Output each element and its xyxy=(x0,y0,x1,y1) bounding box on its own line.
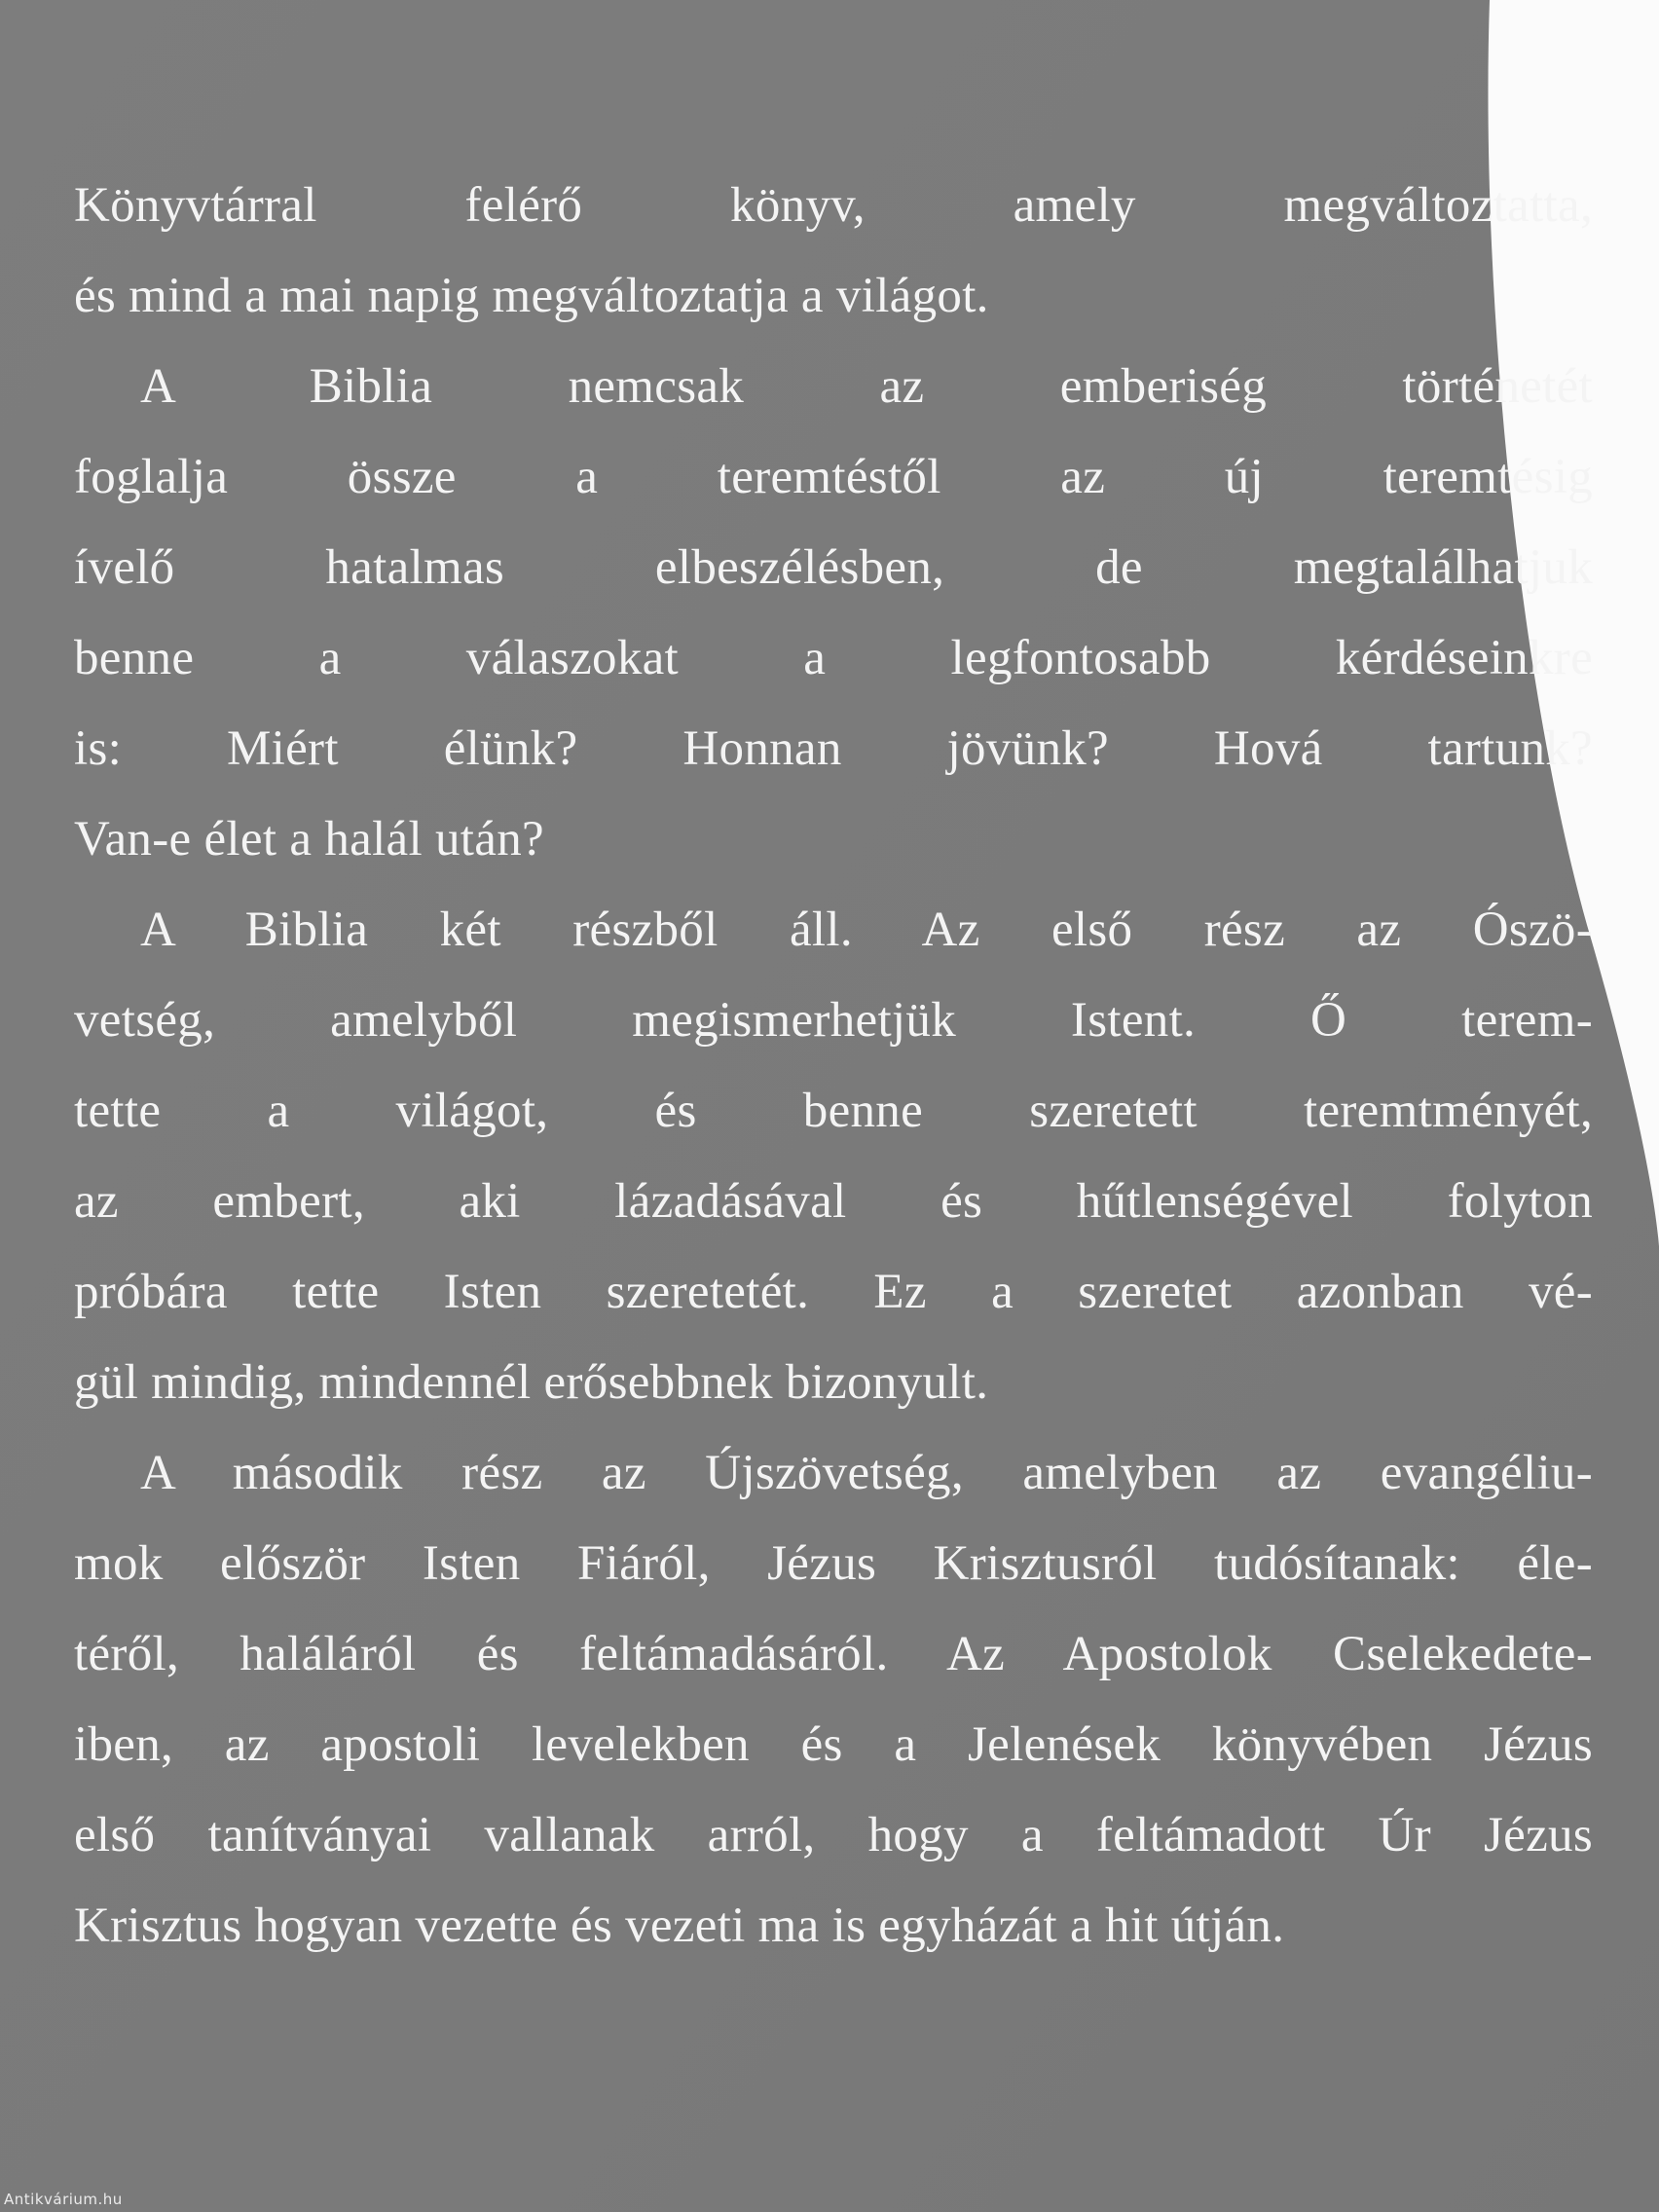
text-line: első tanítványai vallanak arról, hogy a feltámadott Úr Jézus xyxy=(74,1808,1593,1862)
text-line: tette a világot, és benne szeretett teremtményét, xyxy=(74,1084,1593,1138)
text-line: próbára tette Isten szeretetét. Ez a szeretet azonban vé- xyxy=(74,1265,1593,1319)
text-line: téről, haláláról és feltámadásáról. Az Apostolok Cselekedete- xyxy=(74,1627,1593,1681)
text-line: Krisztus hogyan vezette és vezeti ma is egyházát a hit útján. xyxy=(74,1899,1285,1953)
text-line: Könyvtárral felérő könyv, amely megváltoztatta, xyxy=(74,178,1593,233)
text-line: foglalja össze a teremtéstől az új teremtésig xyxy=(74,450,1593,504)
text-line: is: Miért élünk? Honnan jövünk? Hová tartunk? xyxy=(74,721,1593,776)
paragraph xyxy=(74,1428,1593,1972)
paragraph xyxy=(74,885,1593,1428)
watermark-text: Antikvárium.hu xyxy=(4,2191,123,2208)
text-line: A Biblia két részből áll. Az első rész az Ószö- xyxy=(140,903,1593,957)
text-line: Van-e élet a halál után? xyxy=(74,812,544,866)
text-line: vetség, amelyből megismerhetjük Istent. Ő terem- xyxy=(74,993,1593,1048)
paragraph xyxy=(74,342,1593,885)
text-line: és mind a mai napig megváltoztatja a világot. xyxy=(74,269,989,323)
text-line: A Biblia nemcsak az emberiség történetét xyxy=(140,359,1593,414)
text-line: mok először Isten Fiáról, Jézus Krisztusról tudósítanak: éle- xyxy=(74,1536,1593,1591)
text-line: gül mindig, mindennél erősebbnek bizonyult. xyxy=(74,1355,989,1410)
text-line: benne a válaszokat a legfontosabb kérdéseinkre xyxy=(74,631,1593,685)
body-text xyxy=(74,161,1593,1972)
text-line: A második rész az Újszövetség, amelyben az evangéliu- xyxy=(140,1446,1593,1500)
paragraph xyxy=(74,161,1593,342)
text-line: iben, az apostoli levelekben és a Jelenések könyvében Jézus xyxy=(74,1717,1593,1772)
text-line: ívelő hatalmas elbeszélésben, de megtalálhatjuk xyxy=(74,540,1593,595)
text-line: az embert, aki lázadásával és hűtlenségével folyton xyxy=(74,1174,1593,1229)
